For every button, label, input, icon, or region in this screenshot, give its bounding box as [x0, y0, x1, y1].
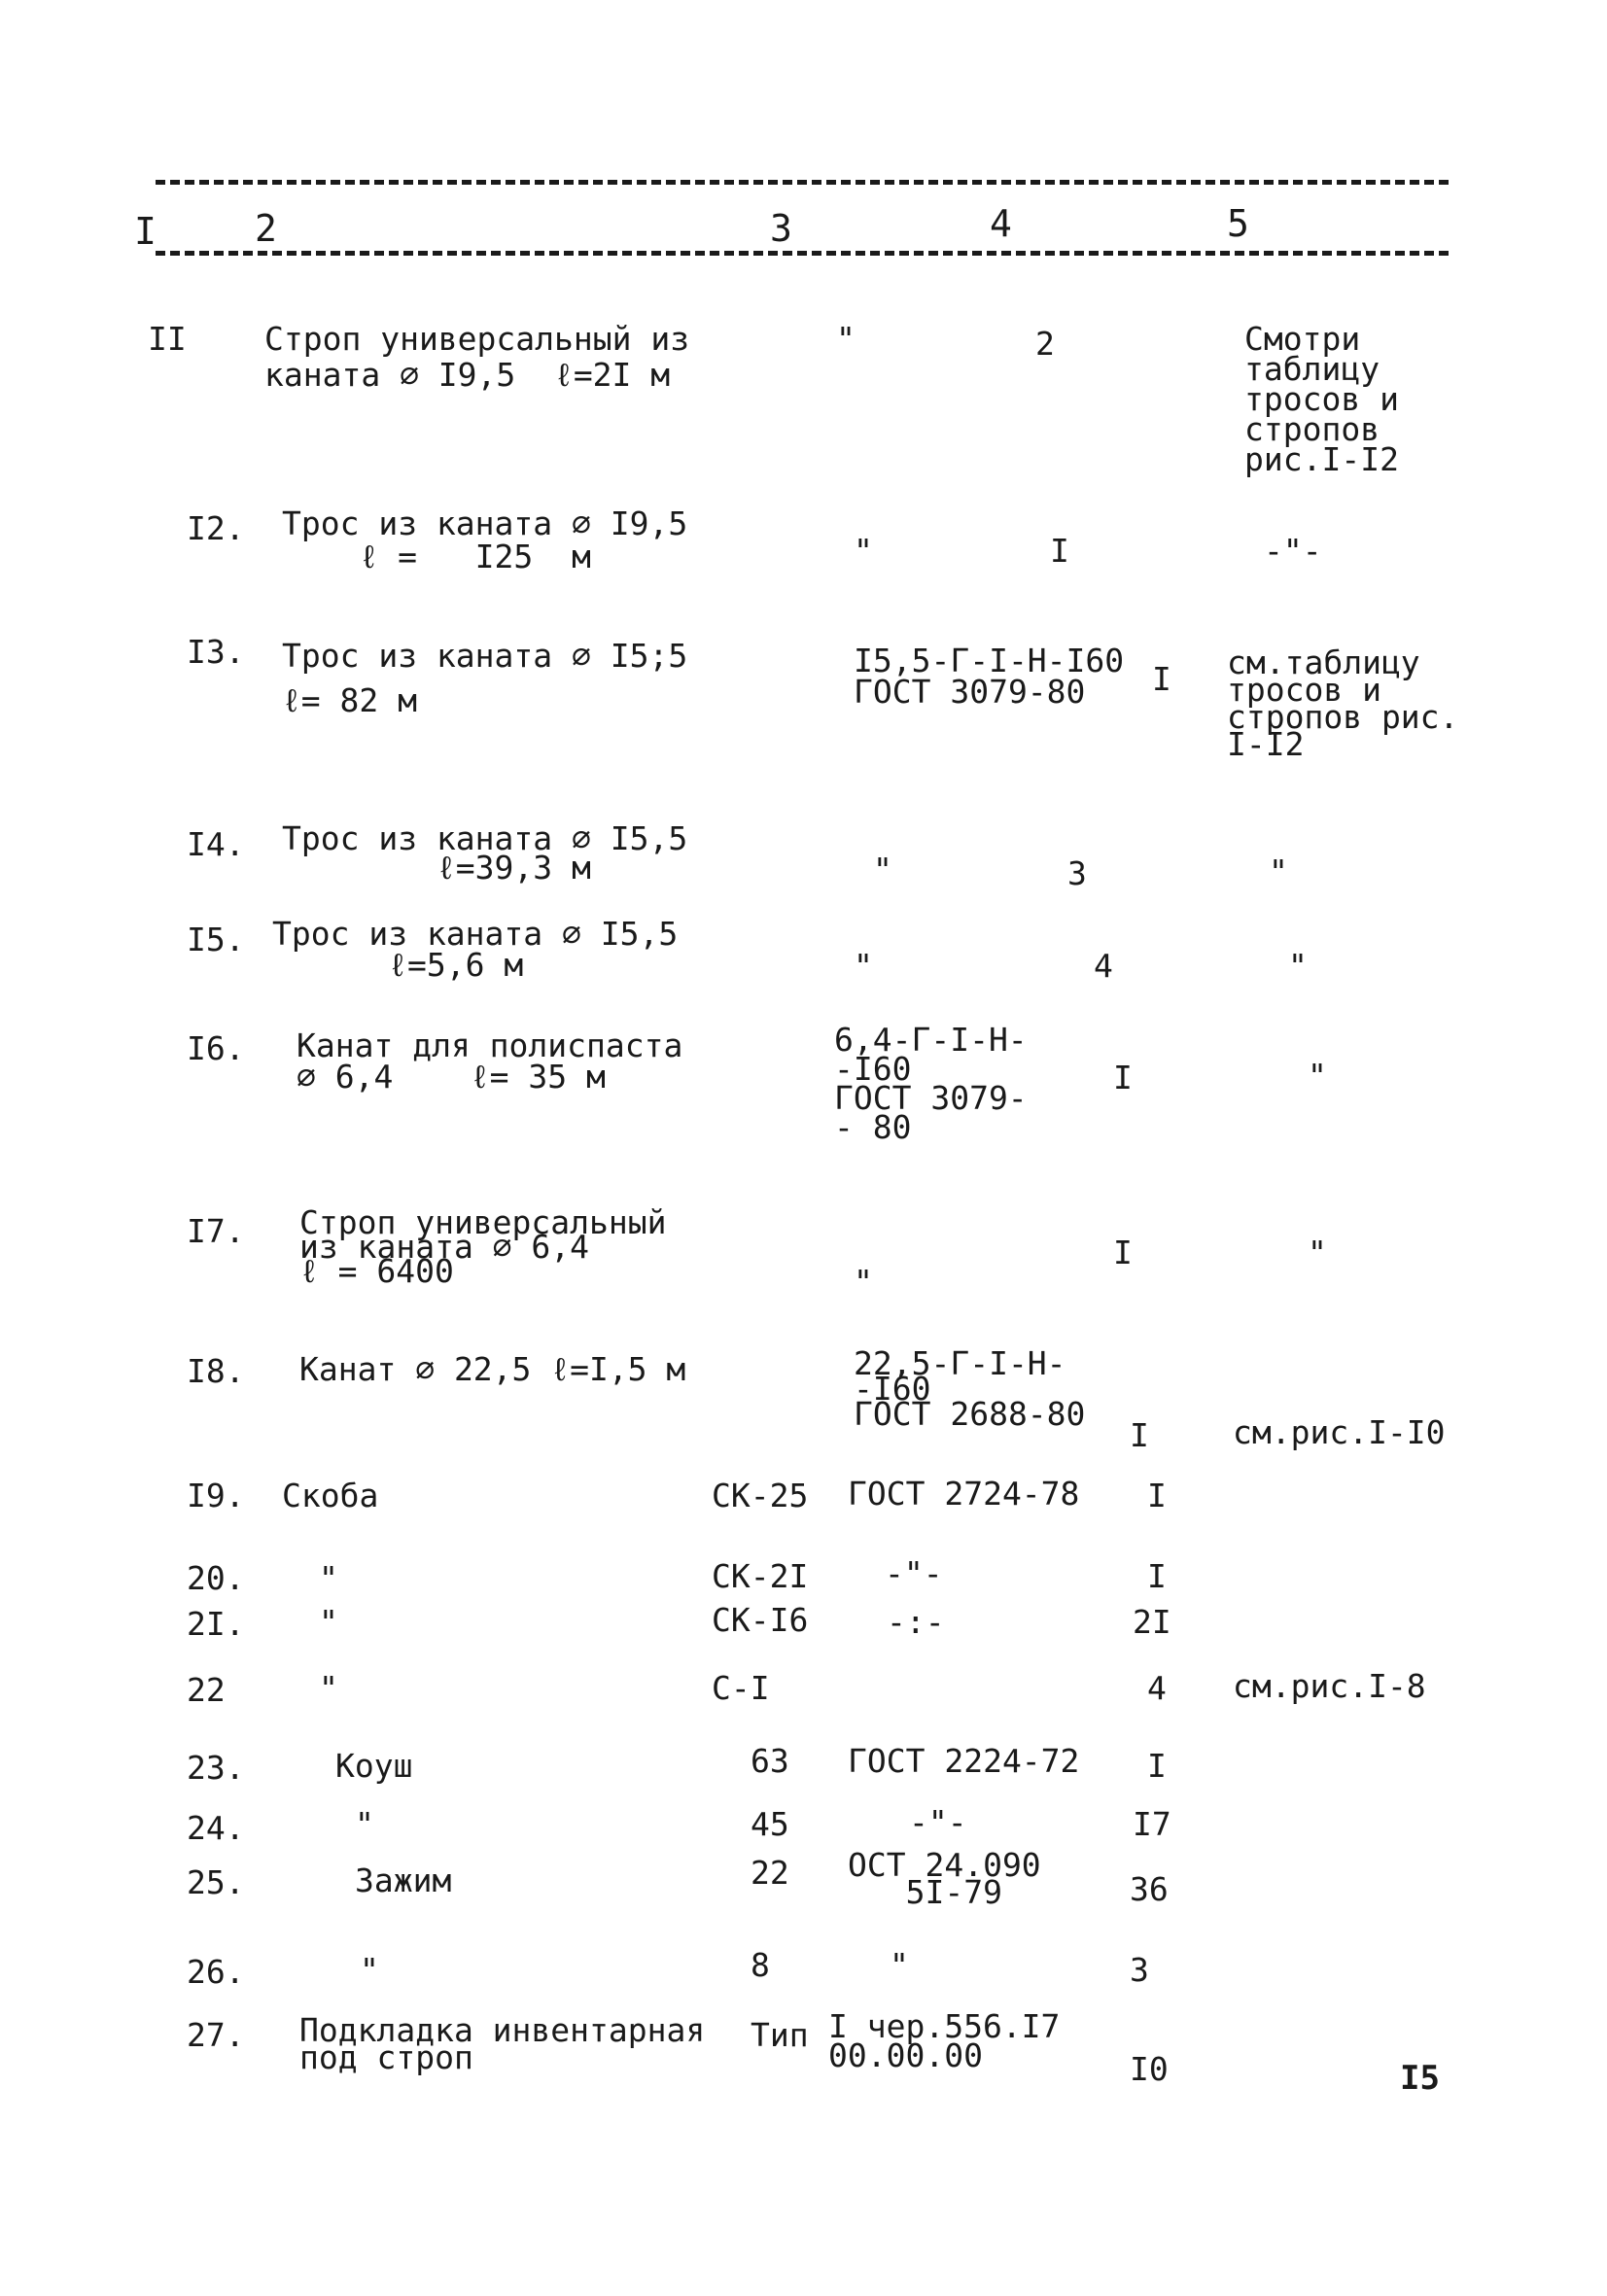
header-rule-top: [156, 180, 1449, 185]
row-name: Канат для полиспаста ∅ 6,4 ℓ= 35 м: [297, 1026, 683, 1096]
row-note: см.таблицу тросов и стропов рис. I-I2: [1227, 644, 1459, 763]
row-standard: I чер.556.I7 00.00.00: [828, 2007, 1061, 2074]
row-standard: ОСТ 24.090 5I-79: [848, 1846, 1041, 1911]
row-mark: С-I: [712, 1669, 770, 1707]
page-number: I5: [1400, 2059, 1440, 2098]
row-name: Трос из каната ∅ I9,5 ℓ = I25 м: [282, 504, 688, 575]
row-number: 26.: [187, 1953, 245, 1991]
row-quantity: I: [1147, 1477, 1167, 1514]
row-number: I3.: [187, 633, 245, 671]
row-number: I4.: [187, 825, 245, 863]
row-number: 2I.: [187, 1605, 245, 1643]
row-number: I8.: [187, 1352, 245, 1390]
row-quantity: I: [1113, 1234, 1133, 1271]
row-standard: 6,4-Г-I-Н- -I60 ГОСТ 3079- - 80: [834, 1021, 1028, 1146]
row-quantity: I0: [1130, 2050, 1169, 2088]
row-quantity: I: [1113, 1059, 1133, 1096]
row-mark: СК-25: [712, 1477, 809, 1514]
row-name: Строп универсальный из каната ∅ 6,4 ℓ = 6400: [299, 1203, 667, 1290]
row-mark: 22: [751, 1854, 789, 1892]
row-mark: СК-2I: [712, 1557, 809, 1595]
row-standard: 22,5-Г-I-Н- -I60 ГОСТ 2688-80: [854, 1344, 1086, 1433]
header-col-1: I: [134, 210, 157, 253]
row-note: ": [1288, 947, 1308, 985]
row-number: 20.: [187, 1559, 245, 1597]
row-name: Скоба: [282, 1477, 379, 1514]
row-note: ": [1269, 852, 1288, 890]
row-name: ": [319, 1603, 338, 1641]
row-standard: ": [873, 851, 892, 888]
row-number: I2.: [187, 509, 245, 547]
row-standard: -"-: [885, 1554, 943, 1592]
row-name: Строп универсальный из каната ∅ I9,5 ℓ=2I м: [264, 320, 690, 394]
row-name: ": [319, 1669, 338, 1707]
row-number: I5.: [187, 921, 245, 958]
row-number: I9.: [187, 1477, 245, 1514]
row-note: Смотри таблицу тросов и стропов рис.I-I2: [1244, 320, 1399, 478]
row-name: Коуш: [335, 1747, 413, 1785]
row-standard: ": [854, 947, 873, 985]
row-number: II: [148, 320, 187, 358]
row-quantity: I: [1130, 1416, 1149, 1454]
row-quantity: I: [1147, 1557, 1167, 1595]
header-col-5: 5: [1227, 202, 1249, 245]
row-name: Трос из каната ∅ I5,5 ℓ=39,3 м: [282, 819, 688, 887]
row-standard: I5,5-Г-I-Н-I60 ГОСТ 3079-80: [854, 642, 1125, 711]
row-quantity: 36: [1130, 1870, 1169, 1908]
row-mark: СК-I6: [712, 1601, 809, 1639]
row-standard: ГОСТ 2724-78: [848, 1475, 1080, 1513]
row-name: Канат ∅ 22,5 ℓ=I,5 м: [299, 1350, 686, 1388]
row-quantity: I: [1147, 1747, 1167, 1785]
row-standard: -"-: [909, 1803, 967, 1841]
row-quantity: 3: [1130, 1951, 1149, 1989]
row-number: 22: [187, 1671, 226, 1709]
row-standard: ": [854, 532, 873, 570]
row-quantity: 2I: [1133, 1603, 1171, 1641]
row-quantity: 4: [1147, 1669, 1167, 1707]
row-mark: Тип: [751, 2016, 809, 2054]
row-name: Трос из каната ∅ I5;5 ℓ= 82 м: [282, 637, 688, 719]
row-name: ": [319, 1559, 338, 1597]
row-name: Трос из каната ∅ I5,5 ℓ=5,6 м: [272, 915, 679, 984]
row-standard: ": [836, 320, 856, 358]
row-number: 25.: [187, 1863, 245, 1901]
row-name: ": [355, 1805, 374, 1843]
row-quantity: 2: [1035, 325, 1055, 363]
row-note: см.рис.I-8: [1233, 1667, 1426, 1705]
row-name: ": [360, 1951, 379, 1989]
row-standard: ": [890, 1946, 909, 1984]
row-quantity: 4: [1094, 947, 1113, 985]
row-mark: 45: [751, 1805, 789, 1843]
row-mark: 63: [751, 1742, 789, 1780]
row-number: 24.: [187, 1809, 245, 1847]
row-name: Подкладка инвентарная под строп: [299, 2011, 706, 2076]
row-mark: 8: [751, 1946, 770, 1984]
row-standard: -:-: [887, 1603, 945, 1641]
header-rule-bottom: [156, 251, 1449, 256]
row-note: -"-: [1264, 532, 1322, 570]
row-number: 27.: [187, 2016, 245, 2054]
row-name: Зажим: [355, 1861, 452, 1899]
header-col-4: 4: [990, 202, 1012, 245]
row-quantity: I7: [1133, 1805, 1171, 1843]
row-number: I6.: [187, 1029, 245, 1067]
row-quantity: I: [1152, 660, 1171, 698]
header-col-3: 3: [770, 207, 792, 250]
row-number: 23.: [187, 1749, 245, 1787]
row-note: ": [1308, 1057, 1327, 1095]
row-quantity: I: [1050, 532, 1069, 570]
row-standard: ГОСТ 2224-72: [848, 1742, 1080, 1780]
row-number: I7.: [187, 1212, 245, 1250]
row-note: ": [1308, 1234, 1327, 1271]
row-standard: ": [854, 1263, 873, 1301]
row-note: см.рис.I-I0: [1233, 1413, 1446, 1451]
row-quantity: 3: [1067, 854, 1087, 892]
header-col-2: 2: [255, 207, 277, 250]
